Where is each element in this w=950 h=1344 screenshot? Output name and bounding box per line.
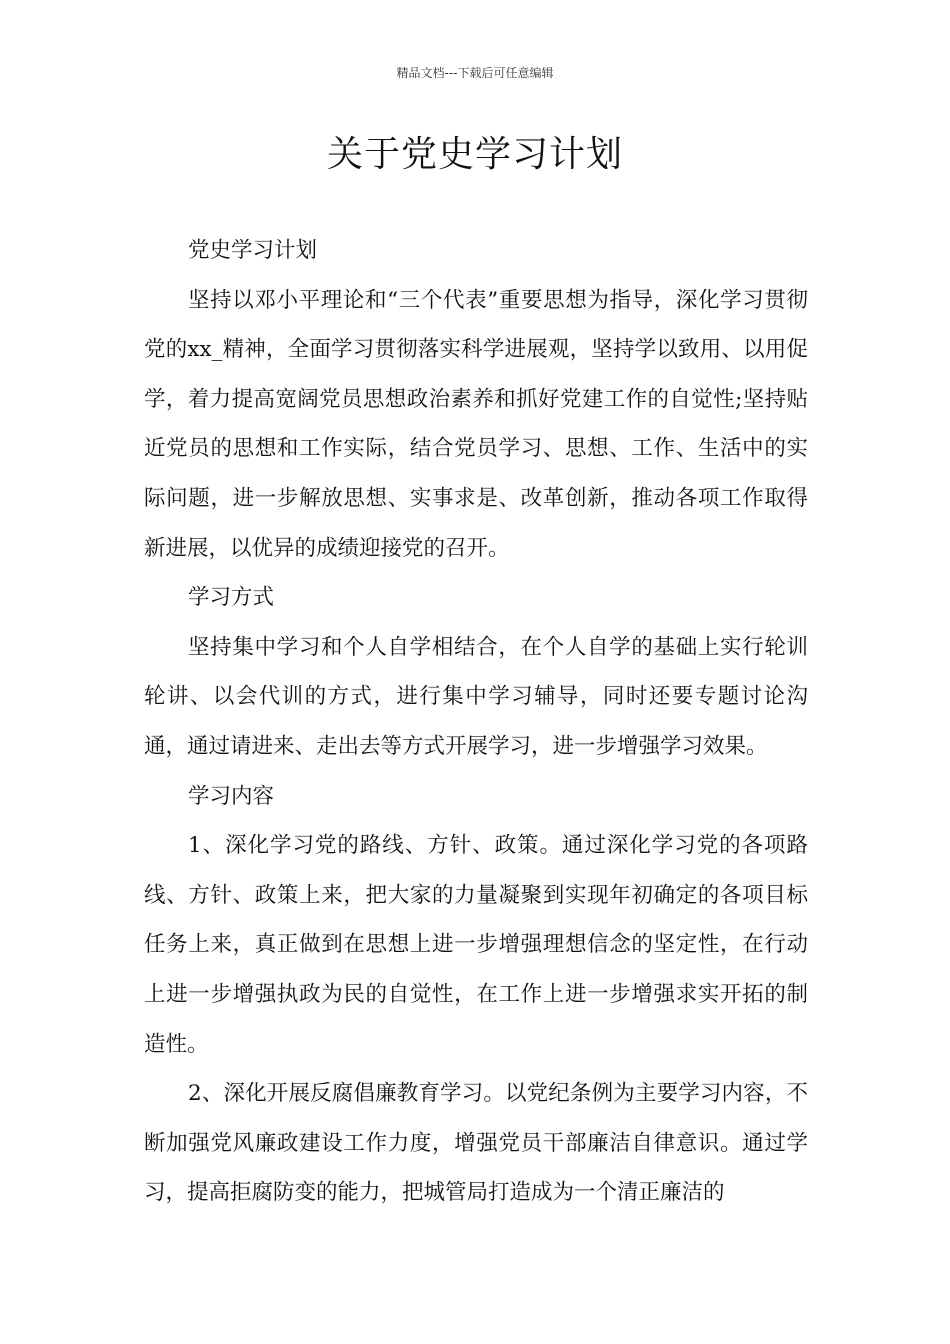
paragraph-heading-plan: 党史学习计划 [188,238,318,263]
paragraph-heading-content: 学习内容 [188,783,275,809]
paragraph-guiding-principle: 坚持以邓小平理论和“三个代表”重要思想为指导，深化学习贯彻党的xx_精神，全面学习贯彻落实科学进展观，坚持学以致用、以用促学，着力提高宽阔党员思想政治素养和抓好党建工作的自觉性;坚持贴近党员的思想和工作实际，结合党员学习、思想、工作、生活中的实际问题，进一步解放思想、实事求是、改革创新，推动各项工作取得新进展，以优异的成绩迎接党的召开。 [144,287,808,561]
paragraph-heading-method: 学习方式 [188,585,275,611]
paragraph-content-item-1: 1、深化学习党的路线、方针、政策。通过深化学习党的各项路线、方针、政策上来，把大家的力量凝聚到实现年初确定的各项目标任务上来，真正做到在思想上进一步增强理想信念的坚定性，在行动上进一步增强执政为民的自觉性，在工作上进一步增强求实开拓的制造性。 [144,833,808,1057]
header-note: 精品文档---下载后可任意编辑 [396,66,554,80]
paragraph-method: 坚持集中学习和个人自学相结合，在个人自学的基础上实行轮训轮讲、以会代训的方式，进行集中学习辅导，同时还要专题讨论沟通，通过请进来、走出去等方式开展学习，进一步增强学习效果。 [144,634,808,759]
document-body [144,226,808,1218]
document-title: 关于党史学习计划 [326,134,623,175]
paragraph-content-item-2: 2、深化开展反腐倡廉教育学习。以党纪条例为主要学习内容，不断加强党风廉政建设工作力度，增强党员干部廉洁自律意识。通过学习，提高拒腐防变的能力，把城管局打造成为一个清正廉洁的 [144,1081,808,1206]
